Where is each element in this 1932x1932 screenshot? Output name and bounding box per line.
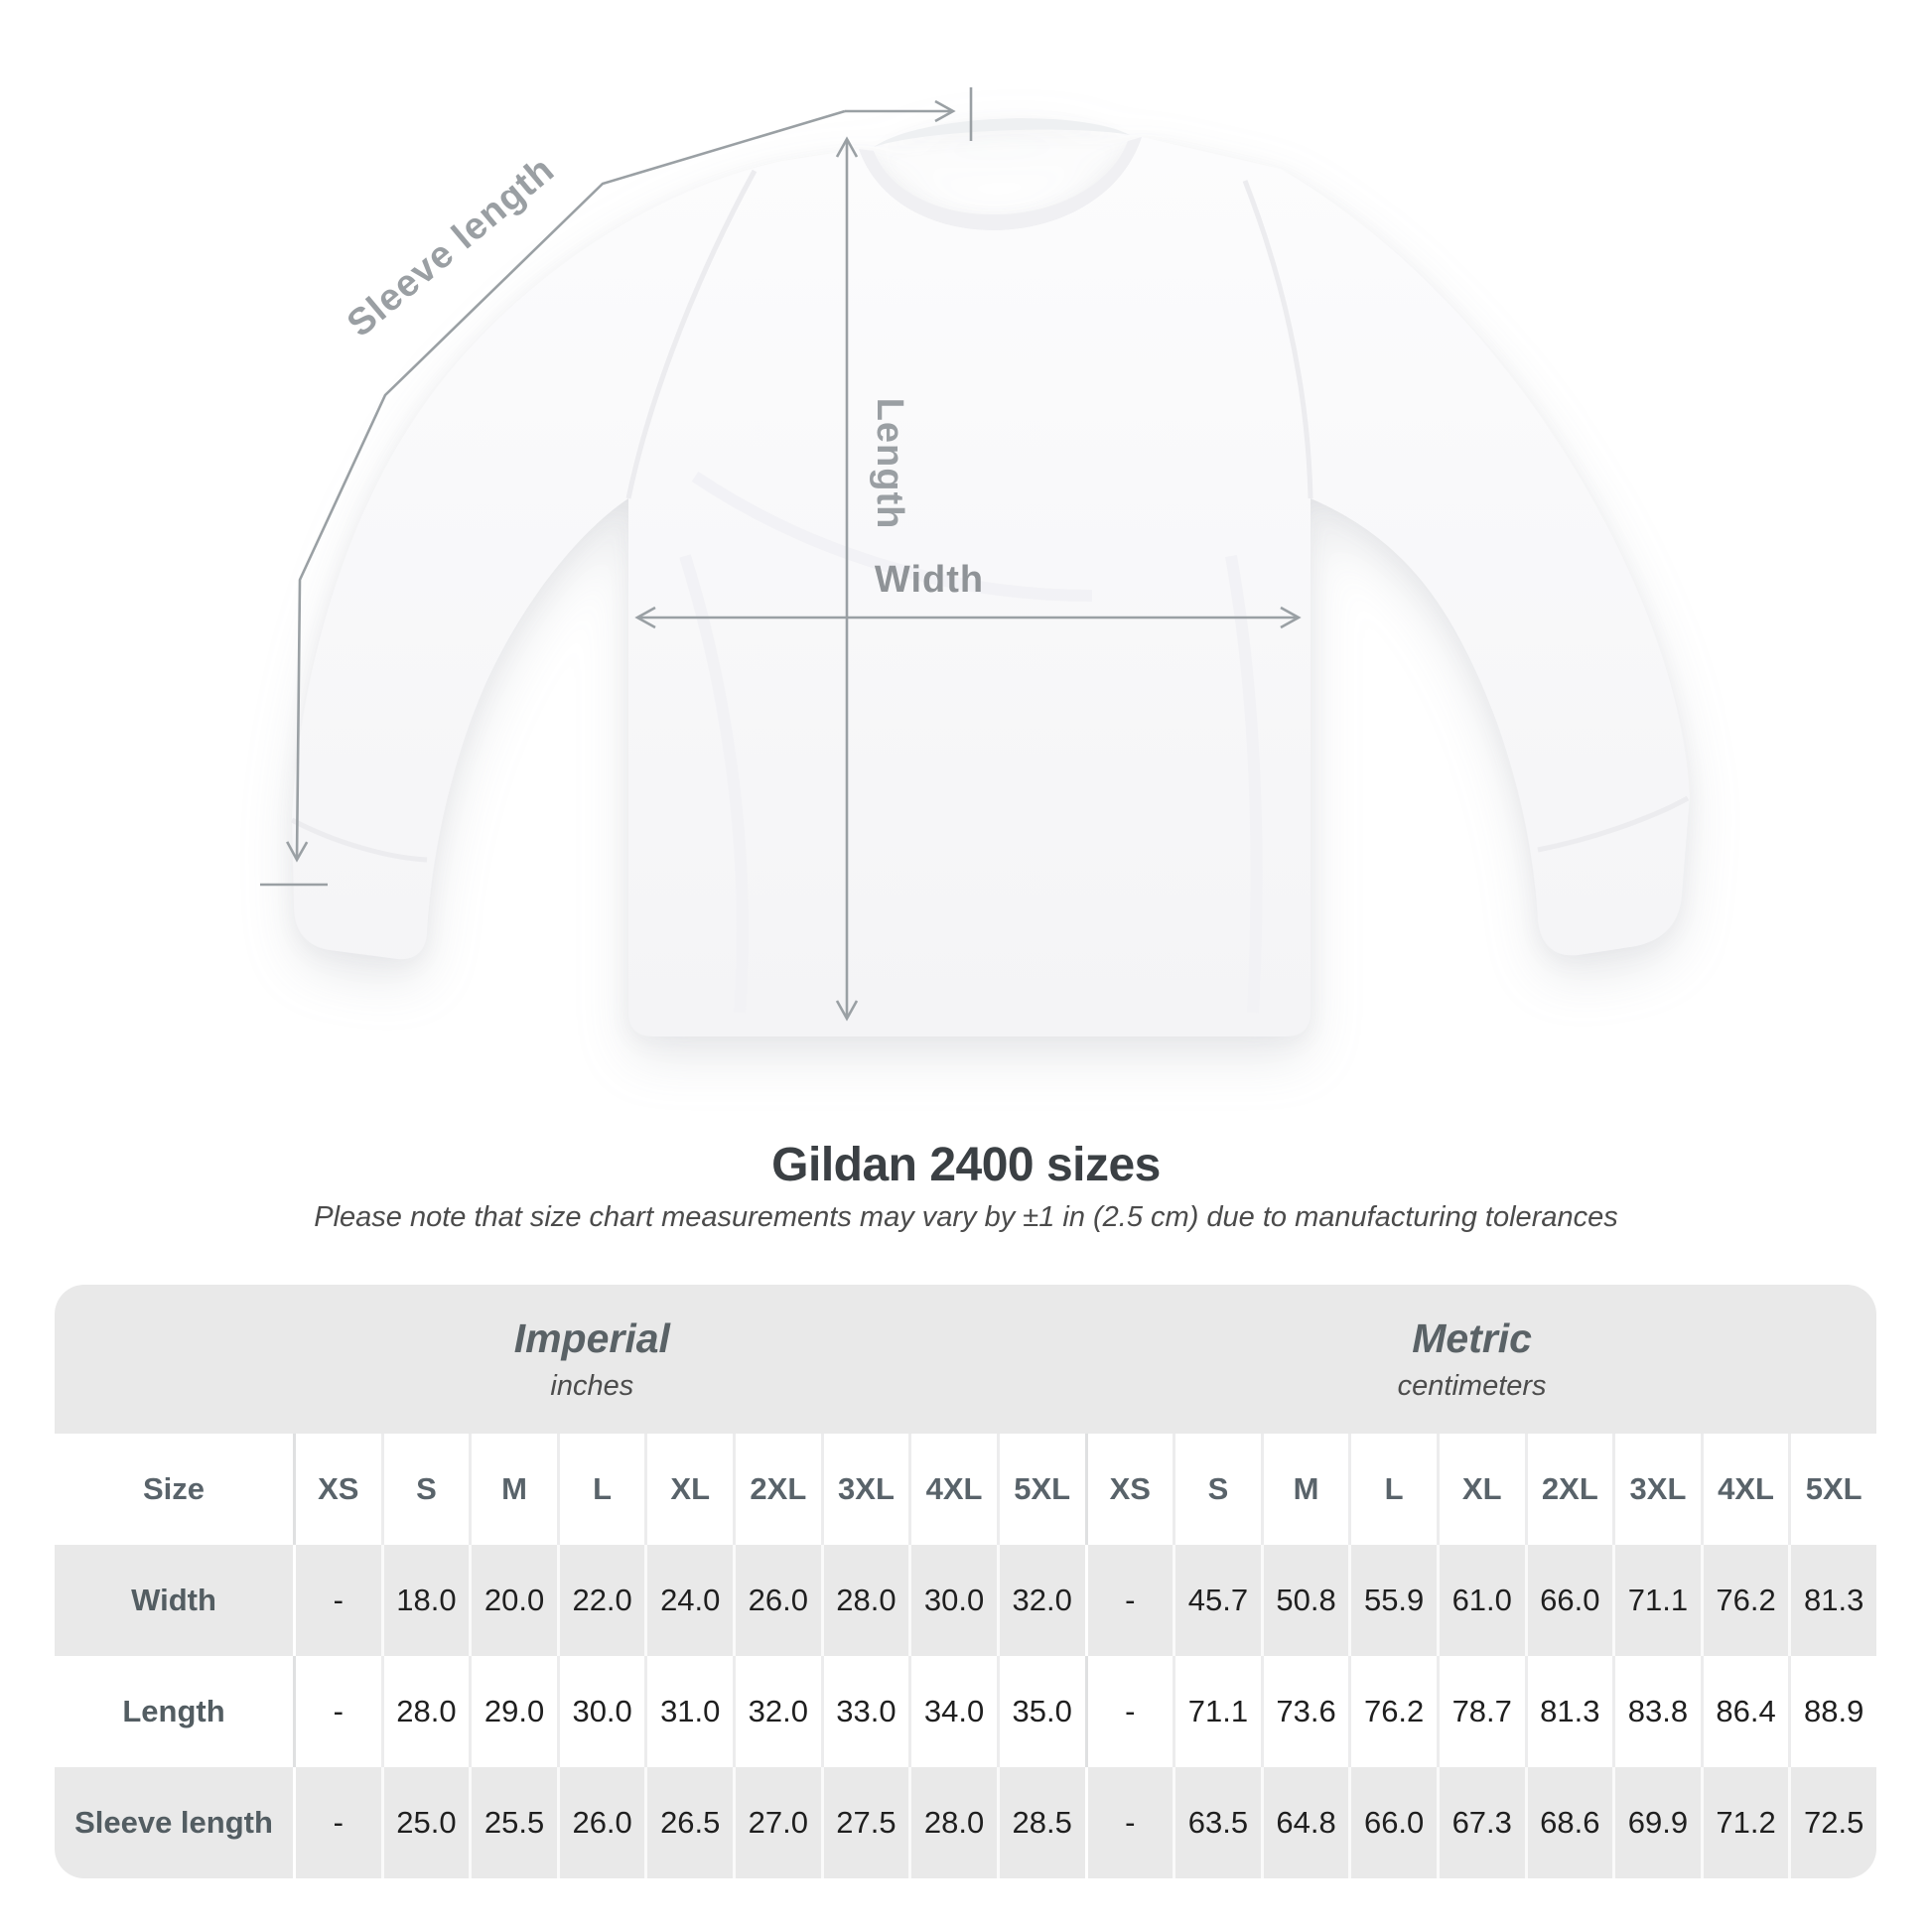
length-label: Length [869, 397, 910, 530]
value-cell-imperial: 32.0 [997, 1545, 1085, 1656]
imperial-title: Imperial [513, 1315, 670, 1361]
size-header-imperial: 2XL [733, 1434, 821, 1545]
size-header-imperial: 5XL [997, 1434, 1085, 1545]
value-cell-metric: 81.3 [1788, 1545, 1876, 1656]
imperial-unit: inches [550, 1370, 634, 1402]
value-cell-imperial: - [293, 1545, 381, 1656]
metric-header [1089, 1285, 1855, 1434]
value-cell-imperial: 20.0 [469, 1545, 557, 1656]
size-header-imperial: M [469, 1434, 557, 1545]
value-cell-metric: 71.1 [1612, 1545, 1701, 1656]
imperial-header [55, 1285, 1130, 1434]
size-header-imperial: L [557, 1434, 645, 1545]
size-header-metric: M [1261, 1434, 1349, 1545]
value-cell-metric: 63.5 [1173, 1767, 1261, 1878]
value-cell-metric: 86.4 [1701, 1656, 1789, 1767]
value-cell-imperial: 28.5 [997, 1767, 1085, 1878]
value-cell-imperial: 26.5 [644, 1767, 733, 1878]
size-header-metric: XL [1437, 1434, 1525, 1545]
value-cell-imperial: 31.0 [644, 1656, 733, 1767]
value-cell-metric: 69.9 [1612, 1767, 1701, 1878]
value-cell-metric: 81.3 [1525, 1656, 1613, 1767]
size-header-imperial: XS [293, 1434, 381, 1545]
value-cell-imperial: 35.0 [997, 1656, 1085, 1767]
size-header-metric: 3XL [1612, 1434, 1701, 1545]
shirt-illustration [292, 118, 1690, 1036]
page-title: Gildan 2400 sizes [771, 1139, 1161, 1191]
value-cell-metric: - [1085, 1545, 1173, 1656]
size-header-metric: XS [1085, 1434, 1173, 1545]
value-cell-metric: 67.3 [1437, 1767, 1525, 1878]
value-cell-imperial: 27.5 [821, 1767, 909, 1878]
value-cell-imperial: 26.0 [557, 1767, 645, 1878]
value-cell-metric: 68.6 [1525, 1767, 1613, 1878]
size-corner-header: Size [55, 1434, 293, 1545]
value-cell-metric: 66.0 [1525, 1545, 1613, 1656]
value-cell-imperial: 26.0 [733, 1545, 821, 1656]
value-cell-metric: 61.0 [1437, 1545, 1525, 1656]
value-cell-metric: - [1085, 1767, 1173, 1878]
value-cell-imperial: 25.0 [381, 1767, 470, 1878]
value-cell-imperial: 28.0 [908, 1767, 997, 1878]
value-cell-metric: 73.6 [1261, 1656, 1349, 1767]
value-cell-imperial: 33.0 [821, 1656, 909, 1767]
value-cell-imperial: 24.0 [644, 1545, 733, 1656]
row-label: Length [55, 1656, 293, 1767]
value-cell-imperial: - [293, 1767, 381, 1878]
metric-title: Metric [1412, 1315, 1532, 1361]
page-subtitle: Please note that size chart measurements may vary by ±1 in (2.5 cm) due to manufacturing tolerances [314, 1201, 1618, 1233]
value-cell-imperial: 27.0 [733, 1767, 821, 1878]
value-cell-metric: 76.2 [1348, 1656, 1437, 1767]
size-header-metric: L [1348, 1434, 1437, 1545]
shirt-back-collar [874, 118, 1130, 147]
value-cell-metric: 76.2 [1701, 1545, 1789, 1656]
value-cell-metric: 78.7 [1437, 1656, 1525, 1767]
value-cell-imperial: 28.0 [821, 1545, 909, 1656]
row-label: Width [55, 1545, 293, 1656]
size-table [55, 1285, 1876, 1878]
value-cell-metric: 64.8 [1261, 1767, 1349, 1878]
width-label: Width [874, 559, 985, 601]
value-cell-imperial: 18.0 [381, 1545, 470, 1656]
value-cell-imperial: 34.0 [908, 1656, 997, 1767]
size-header-metric: 2XL [1525, 1434, 1613, 1545]
value-cell-imperial: 25.5 [469, 1767, 557, 1878]
row-label: Sleeve length [55, 1767, 293, 1878]
value-cell-metric: 83.8 [1612, 1656, 1701, 1767]
value-cell-metric: 88.9 [1788, 1656, 1876, 1767]
value-cell-metric: 45.7 [1173, 1545, 1261, 1656]
value-cell-metric: - [1085, 1656, 1173, 1767]
size-header-imperial: 3XL [821, 1434, 909, 1545]
sleeve-length-label: Sleeve length [339, 148, 563, 345]
size-header-metric: 4XL [1701, 1434, 1789, 1545]
size-header-imperial: S [381, 1434, 470, 1545]
value-cell-metric: 72.5 [1788, 1767, 1876, 1878]
size-header-metric: 5XL [1788, 1434, 1876, 1545]
value-cell-metric: 50.8 [1261, 1545, 1349, 1656]
value-cell-metric: 66.0 [1348, 1767, 1437, 1878]
value-cell-metric: 71.1 [1173, 1656, 1261, 1767]
size-header-imperial: XL [644, 1434, 733, 1545]
value-cell-imperial: 29.0 [469, 1656, 557, 1767]
value-cell-metric: 55.9 [1348, 1545, 1437, 1656]
value-cell-imperial: - [293, 1656, 381, 1767]
value-cell-imperial: 32.0 [733, 1656, 821, 1767]
unit-header-band [55, 1285, 1876, 1434]
size-header-metric: S [1173, 1434, 1261, 1545]
value-cell-imperial: 30.0 [908, 1545, 997, 1656]
value-cell-metric: 71.2 [1701, 1767, 1789, 1878]
size-header-imperial: 4XL [908, 1434, 997, 1545]
value-cell-imperial: 22.0 [557, 1545, 645, 1656]
value-cell-imperial: 30.0 [557, 1656, 645, 1767]
value-cell-imperial: 28.0 [381, 1656, 470, 1767]
metric-unit: centimeters [1397, 1370, 1547, 1402]
